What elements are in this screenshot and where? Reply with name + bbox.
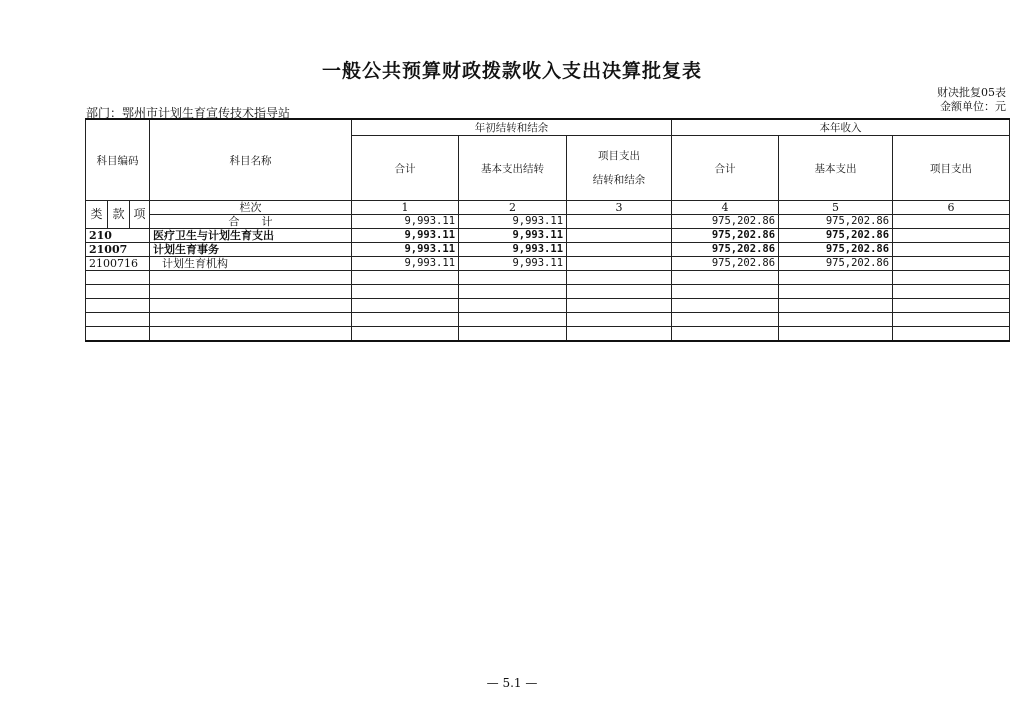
- column-index-1: 1: [352, 201, 459, 215]
- column-index-5: 5: [779, 201, 893, 215]
- sum-c3: [567, 215, 672, 229]
- amount-unit: 金额单位：元: [940, 100, 1006, 113]
- header-xiang: 项: [130, 201, 150, 229]
- column-index-4: 4: [672, 201, 779, 215]
- report-title: 一般公共预算财政拨款收入支出决算批复表: [321, 60, 702, 82]
- row-code: 210: [86, 229, 150, 243]
- column-index-label: 栏次: [150, 201, 352, 215]
- row-c4: 975,202.86: [672, 229, 779, 243]
- empty-row: [86, 271, 1010, 285]
- row-c6: [893, 257, 1010, 271]
- empty-row: [86, 299, 1010, 313]
- column-index-3: 3: [567, 201, 672, 215]
- header-total-income: 合计: [672, 136, 779, 201]
- table-row: [86, 257, 1010, 271]
- row-c1: 9,993.11: [352, 243, 459, 257]
- row-c1: 9,993.11: [352, 229, 459, 243]
- sum-c1: 9,993.11: [352, 215, 459, 229]
- row-code: 2100716: [86, 257, 150, 271]
- header-name: 科目名称: [150, 119, 352, 201]
- row-c4: 975,202.86: [672, 243, 779, 257]
- row-c4: 975,202.86: [672, 257, 779, 271]
- table-row: [86, 229, 1010, 243]
- sum-label: 合 计: [150, 215, 352, 229]
- header-project-carry-line2: 结转和结余: [592, 174, 646, 186]
- header-project-carry: [567, 136, 672, 201]
- empty-row: [86, 313, 1010, 327]
- empty-row: [86, 327, 1010, 342]
- row-c5: 975,202.86: [779, 243, 893, 257]
- budget-table: [85, 118, 1010, 342]
- row-c6: [893, 229, 1010, 243]
- column-index-2: 2: [459, 201, 567, 215]
- sum-c4: 975,202.86: [672, 215, 779, 229]
- sum-c6: [893, 215, 1010, 229]
- row-c5: 975,202.86: [779, 229, 893, 243]
- row-c1: 9,993.11: [352, 257, 459, 271]
- row-c5: 975,202.86: [779, 257, 893, 271]
- header-basic-income: 基本支出: [779, 136, 893, 201]
- header-code: 科目编码: [86, 119, 150, 201]
- row-c2: 9,993.11: [459, 229, 567, 243]
- header-carryover-group: 年初结转和结余: [352, 119, 672, 136]
- header-total-carry: 合计: [352, 136, 459, 201]
- header-project-carry-line1: 项目支出: [598, 150, 641, 162]
- page-number: — 5.1 —: [486, 676, 538, 690]
- row-c2: 9,993.11: [459, 257, 567, 271]
- header-income-group: 本年收入: [672, 119, 1010, 136]
- row-c3: [567, 229, 672, 243]
- form-code: 财决批复05表: [937, 86, 1006, 99]
- row-c6: [893, 243, 1010, 257]
- column-index-6: 6: [893, 201, 1010, 215]
- row-name: 计划生育机构: [150, 257, 352, 271]
- row-name: 计划生育事务: [150, 243, 352, 257]
- row-c3: [567, 243, 672, 257]
- row-c3: [567, 257, 672, 271]
- table-row: [86, 243, 1010, 257]
- department-label: 部门：鄂州市计划生育宣传技术指导站: [86, 106, 291, 120]
- sum-c2: 9,993.11: [459, 215, 567, 229]
- header-kuan: 款: [108, 201, 130, 229]
- empty-row: [86, 285, 1010, 299]
- row-name: 医疗卫生与计划生育支出: [150, 229, 352, 243]
- header-basic-carry: 基本支出结转: [459, 136, 567, 201]
- header-project-income: 项目支出: [893, 136, 1010, 201]
- header-lei: 类: [86, 201, 108, 229]
- row-code: 21007: [86, 243, 150, 257]
- sum-c5: 975,202.86: [779, 215, 893, 229]
- row-c2: 9,993.11: [459, 243, 567, 257]
